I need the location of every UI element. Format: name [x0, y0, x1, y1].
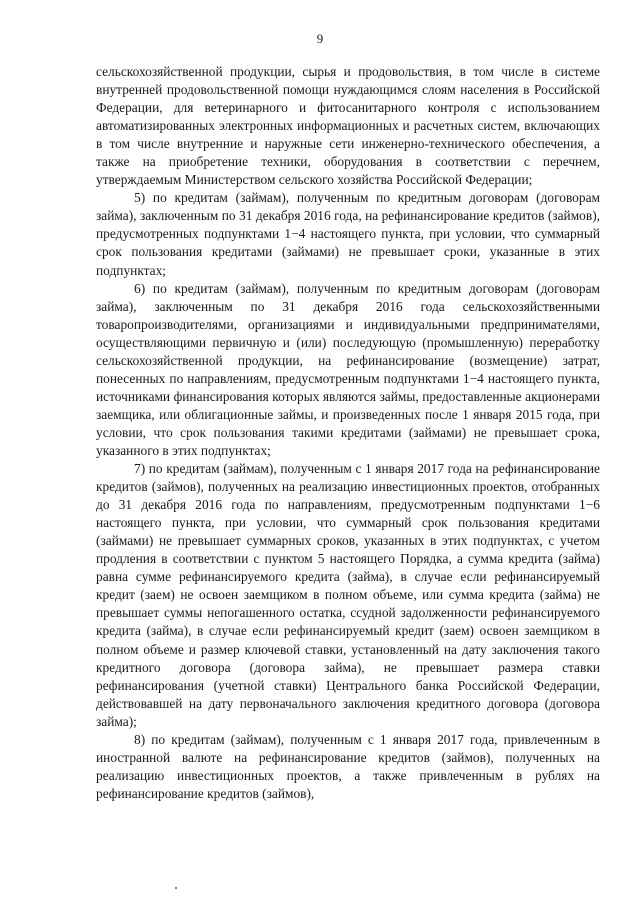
paragraph-item-5: 5) по кредитам (займам), полученным по кредитным договорам (договорам займа), заключенным по 31 декабря 2016 года, на рефинансирование кредитов (займов), предусмотренных подпунктами 1−4 настоящего пункта, при условии, что суммарный срок пользования кредитами (займами) не превышает сроки, указанные в этих подпунктах; [96, 190, 600, 278]
paragraph-continuation: сельскохозяйственной продукции, сырья и продовольствия, в том числе в системе внутренней продовольственной помощи нуждающимся слоям населения в Российской Федерации, для ветеринарного и фитосанитарного контроля с использованием автоматизированных электронных информационных и расчетных систем, включающих в том числе внутренние и наружные сети инженерно-технического обеспечения, а также на приобретение техники, оборудования в соответствии с перечнем, утверждаемым Министерством сельского хозяйства Российской Федерации; [96, 64, 600, 188]
paragraph-item-6: 6) по кредитам (займам), полученным по кредитным договорам (договорам займа), заключенным по 31 декабря 2016 года сельскохозяйственными товаропроизводителями, организациями и индивидуальными предпринимателями, осуществляющими первичную и (или) последующую (промышленную) переработку сельскохозяйственной продукции, на рефинансирование (возмещение) затрат, понесенных по направлениям, предусмотренным подпунктами 1−4 настоящего пункта, источниками финансирования которых являются займы, предоставленные акционерами заемщика, или облигационные займы, и произведенных после 1 января 2015 года, при условии, что срок пользования такими кредитами (займами) не превышает срока, указанного в этих подпунктах; [96, 280, 600, 458]
page-number: 9 [316, 31, 324, 46]
paragraph-item-8: 8) по кредитам (займам), полученным с 1 января 2017 года, привлеченным в иностранной валюте на рефинансирование кредитов (займов), полученных на реализацию инвестиционных проектов, а также привлеченным в рублях на рефинансирование кредитов (займов), [96, 731, 600, 801]
document-body [96, 63, 600, 803]
scan-speck [175, 887, 177, 889]
paragraph-item-7: 7) по кредитам (займам), полученным с 1 января 2017 года на рефинансирование кредитов (займов), полученных на реализацию инвестиционных проектов, отобранных до 31 декабря 2016 года по направлениям, предусмотренным подпунктами 1−6 настоящего пункта, при условии, что суммарный срок пользования кредитами (займами) не превышает суммарных сроков, указанных в этих подпунктах, с учетом продления в соответствии с пунктом 5 настоящего Порядка, а сумма кредита (займа) равна сумме рефинансируемого кредита (займа), в случае если рефинансируемый кредит (заем) не освоен заемщиком в полном объеме, или сумма кредита (займа) не превышает суммы непогашенного остатка, ссудной задолженности рефинансируемого кредита (займа), в случае если рефинансируемый кредит (заем) освоен заемщиком в полном объеме и размер ключевой ставки, установленный на дату заключения такого кредитного договора (договора займа), не превышает размера ставки рефинансирования (учетной ставки) Центрального банка Российской Федерации, действовавшей на дату первоначального заключения кредитного договора (договора займа); [96, 461, 600, 729]
